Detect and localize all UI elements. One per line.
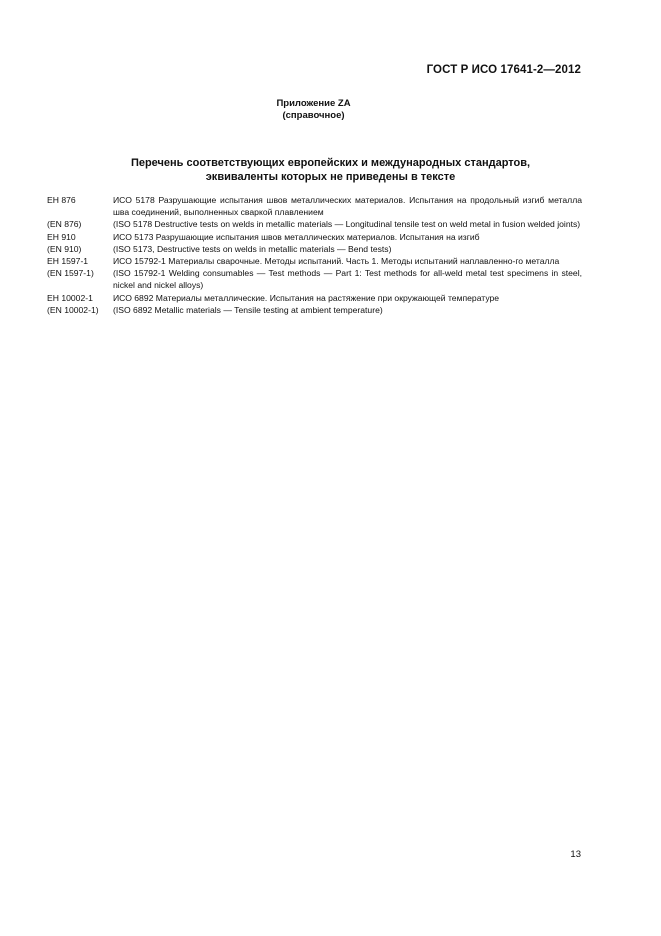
standard-description: ИСО 6892 Материалы металлические. Испытания на растяжение при окружающей температуре bbox=[113, 292, 500, 303]
standard-description: ИСО 5173 Разрушающие испытания швов металлических материалов. Испытания на изгиб bbox=[113, 231, 480, 242]
standard-code: (EN 910) bbox=[47, 243, 82, 254]
standard-description: ИСО 5178 Разрушающие испытания швов металлических материалов. Испытания на продольный изгиб металла шва соединений, выполненных сваркой плавлением bbox=[113, 195, 582, 218]
table-row bbox=[47, 255, 582, 267]
standard-description: (ISO 15792-1 Welding consumables — Test methods — Part 1: Test methods for all-weld metal test specimens in steel, nickel and nickel alloys) bbox=[113, 268, 582, 291]
annex-heading bbox=[0, 98, 627, 122]
table-row bbox=[47, 304, 582, 316]
standards-table bbox=[47, 194, 582, 316]
standard-description: (ISO 5178 Destructive tests on welds in metallic materials — Longitudinal tensile test on weld metal in fusion welded joints) bbox=[113, 219, 581, 230]
table-row bbox=[47, 231, 582, 243]
list-title-line-2: эквиваленты которых не приведены в тексте bbox=[205, 171, 456, 183]
standard-description: (ISO 6892 Metallic materials — Tensile testing at ambient temperature) bbox=[113, 304, 383, 315]
list-title bbox=[0, 156, 661, 184]
standard-description: ИСО 15792-1 Материалы сварочные. Методы испытаний. Часть 1. Методы испытаний наплавленно-го металла bbox=[113, 256, 560, 267]
page-number: 13 bbox=[570, 849, 581, 860]
table-row bbox=[47, 194, 582, 218]
standard-code: ЕН 10002-1 bbox=[47, 292, 93, 303]
table-row bbox=[47, 218, 582, 230]
annex-subtitle: (справочное) bbox=[282, 110, 345, 121]
standard-description: (ISO 5173, Destructive tests on welds in metallic materials — Bend tests) bbox=[113, 243, 392, 254]
standard-code: (EN 1597-1) bbox=[47, 268, 94, 279]
standard-code: (EN 10002-1) bbox=[47, 304, 99, 315]
table-row bbox=[47, 292, 582, 304]
list-title-line-1: Перечень соответствующих европейских и международных стандартов, bbox=[130, 157, 531, 169]
annex-title: Приложение ZA bbox=[276, 98, 351, 109]
standard-code: ЕН 910 bbox=[47, 231, 76, 242]
standard-code: (EN 876) bbox=[47, 219, 82, 230]
document-code-header: ГОСТ Р ИСО 17641-2—2012 bbox=[426, 64, 581, 76]
standard-code: ЕН 876 bbox=[47, 195, 76, 205]
table-row bbox=[47, 243, 582, 255]
table-row bbox=[47, 267, 582, 291]
standard-code: ЕН 1597-1 bbox=[47, 256, 89, 267]
